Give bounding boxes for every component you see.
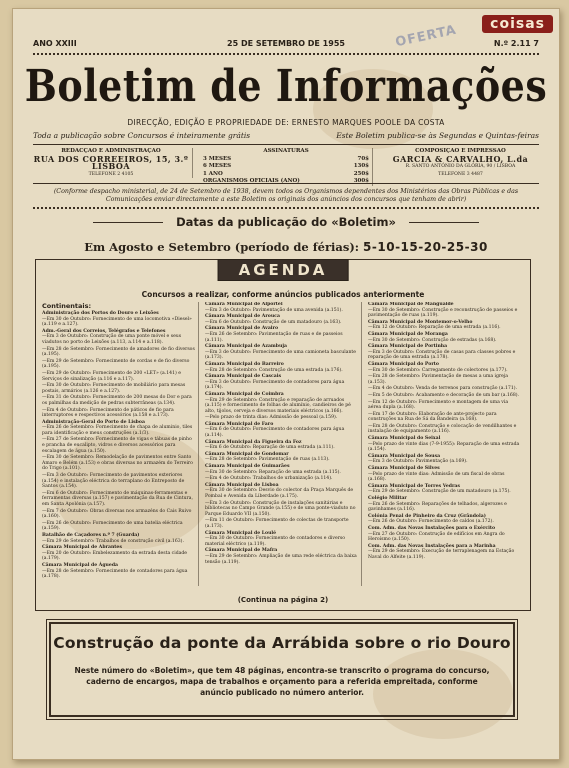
agenda-entry	[368, 496, 521, 513]
agenda-entry	[42, 509, 195, 520]
agenda-entry	[368, 400, 521, 411]
info-box	[33, 144, 539, 184]
entry-text: —Em 12 de Outubro: Reparação de uma estrada (a.116).	[368, 325, 501, 331]
agenda-entry	[205, 422, 358, 439]
entry-organisation: Câmara Municipal do Seixal	[368, 436, 441, 442]
agenda-entry	[42, 311, 195, 328]
agenda-entry	[368, 514, 521, 525]
arrabida-announcement	[49, 622, 515, 717]
entry-organisation: Câmara Municipal da Figueira da Foz	[205, 439, 302, 445]
agenda-entry	[368, 412, 521, 423]
entry-text: —Pelo prazo de trinta dias: Admissão de pessoal (a.159).	[205, 415, 338, 421]
rule	[409, 222, 479, 223]
entry-text: —Em 6 de Outubro: Fornecimento de contadores para água (a.114).	[205, 427, 345, 439]
entry-text: —Em 5 de Outubro: Acabamento e decoração de um bar (a.168).	[368, 392, 520, 398]
dotted-divider	[33, 53, 539, 56]
continued-note: (Continua na página 2)	[237, 596, 329, 604]
entry-organisation: Câmara Municipal de Azambuja	[205, 344, 287, 350]
agenda-entry	[42, 455, 195, 472]
agenda-entry	[205, 392, 358, 414]
entry-organisation: Câmara Municipal de Águeda	[42, 562, 119, 568]
entry-text: —Em 3 de Outubro: Construção de uma ponte móvel e seus viadutos no porto de Leixões (a.113, a.114 e a.118).	[42, 334, 182, 345]
entry-organisation: Câmara Municipal de Arouca	[205, 314, 280, 320]
entry-text: —Em 29 de Setembro: Fornecimento de cordas e de fio diverso (a.195).	[42, 358, 190, 370]
composicao-block: COMPOSIÇÃO E IMPRESSÃO GARCIA & CARVALHO, L.da R. SANTO ANTÓNIO DA GLÓRIA, 90 / LISBOA TELEFONE 3 4487	[392, 148, 529, 177]
agenda-entry	[368, 424, 521, 435]
subscription-row: ORGANISMOS OFICIAIS (ANO) 300$	[203, 178, 369, 184]
entry-text: —Em 7 de Outubro: Obras diversas nos armazéns do Cais Ruivo (a.160).	[42, 508, 192, 520]
ministerial-notice: (Conforme despacho ministerial, de 24 de Setembro de 1938, devem todos os Organismos dependentes dos Ministérios das Obras Públicas e das Comunicações enviar directamente a este Boletim os originais dos anúncios dos concursos que tenham de abrir)	[53, 188, 519, 203]
agenda-entry	[205, 374, 358, 391]
entry-organisation: Câmara Municipal de Silves	[368, 466, 440, 472]
entry-text: —Em 26 de Setembro: Reparações de telhados, algerozes e gavinhames (a.116).	[368, 501, 507, 513]
oferta-stamp: OFERTA	[394, 22, 459, 51]
entry-text: —Em 29 de Outubro: Fornecimento de 200 «LET» (a.141) e Serviços de sinalização (a.116 e a.117).	[42, 370, 181, 382]
entry-text: —Em 30 de Setembro: Carregamento de colectores (a.177).	[368, 367, 508, 373]
entry-text: —Em 29 de Setembro: Construção e reparação de arruados (a.115) e fornecimento de folhas de alumínio, candieiros de pé alto, tijolos, cerveja e diversos materiais eléctricos (a.166).	[205, 397, 351, 414]
entry-organisation: Câmara Municipal de Loulé	[205, 530, 277, 536]
entry-text: —Pelo prazo de vinte dias (7-9-1955): Reparação de uma estrada (a.154).	[368, 441, 520, 453]
entry-organisation: Câmara Municipal de Faro	[205, 421, 274, 427]
entry-text: —Em 4 de Outubro: Venda de terrenos para construção (a.171).	[368, 386, 518, 392]
entry-text: —Em 29 de Setembro: Construção de um matadouro (a.175).	[368, 489, 511, 495]
entry-text: —Em 26 de Outubro: Fornecimento de uma batelia eléctrica (a.159).	[42, 520, 183, 532]
agenda-entry	[42, 408, 195, 419]
agenda-entry	[42, 563, 195, 580]
agenda-subtitle: Concursos a realizar, conforme anúncios publicados anteriormente	[141, 290, 425, 299]
subscription-row: 1 ANO 250$	[203, 170, 369, 177]
agenda-entry	[368, 454, 521, 465]
agenda-entry	[205, 362, 358, 373]
entry-organisation: Câmara Municipal de Mangualde	[368, 302, 454, 307]
entry-text: —Em 3 de Outubro: Pavimentação de uma avenida (a.151).	[205, 307, 343, 313]
agenda-section	[35, 259, 531, 611]
entry-text: —Em 30 de Outubro: Fornecimento de contadores e diverso material eléctrico (a.119).	[205, 536, 346, 547]
entry-text: —Em 30 de Outubro: Fornecimento de uma locomotiva «Diesel» (a.119 e a.127).	[42, 316, 192, 328]
agenda-entry	[368, 393, 521, 399]
watermark-logo: coisas	[482, 15, 553, 33]
entry-text: —Em 12 de Outubro: Fornecimento e montagem de uma via aérea dupla (a.168).	[368, 399, 509, 411]
entry-text: —Em 30 de Setembro: Construção de estradas (a.168).	[368, 337, 497, 343]
entry-organisation: Câmara Municipal de Guimarães	[205, 464, 290, 470]
agenda-column-1	[42, 302, 199, 586]
agenda-entry	[368, 466, 521, 483]
dotted-divider	[33, 207, 539, 210]
agenda-entry	[205, 440, 358, 451]
agenda-entry	[42, 395, 195, 406]
agenda-entry	[368, 374, 521, 385]
agenda-column-2	[205, 302, 362, 586]
entry-text: —Em 4 de Outubro: Fornecimento de páticos de fio para interruptores e respectivos acessórios (a.158 e a.173).	[42, 407, 174, 419]
entry-organisation: Câmara Municipal de Abrantes	[42, 545, 122, 551]
entry-text: —Em 30 de Setembro: Reparação de uma estrada (a.115).	[205, 469, 341, 475]
entry-organisation: Colónia Penal de Pinheiro da Cruz (Grândola)	[368, 513, 486, 519]
entry-text: —Pelo prazo de vinte dias: Admissão de um fiscal de obras (a.168).	[368, 471, 505, 483]
agenda-entry	[205, 452, 358, 463]
column-heading: Continentais:	[42, 302, 92, 310]
entry-text: —Em 26 de Setembro: Fornecimento de chapa de aluminio, tiles para identificação e meus construções (a.1/3).	[42, 425, 193, 436]
entry-text: —Em 20 de Outubro: Embelezamento da estrada desta cidade (a.179).	[42, 550, 188, 562]
entry-organisation: Administração dos Portos do Douro e Leixões	[42, 311, 159, 316]
entry-text: —Em 3 de Outubro: Fornecimento de contadores para água (a.174).	[205, 379, 345, 391]
tagline-right: Este Boletim publica-se às Segundas e Quintas-feiras	[336, 131, 539, 140]
agenda-entry	[205, 483, 358, 500]
agenda-entry	[205, 501, 358, 518]
agenda-entry	[205, 415, 358, 421]
ferias-days: 5-10-15-20-25-30	[363, 240, 488, 254]
subscription-row: 6 MESES 130$	[203, 163, 369, 169]
entry-text: —Em 28 de Setembro: Pavimentação de mesas a uma igreja (a.153).	[368, 374, 509, 385]
agenda-entry	[368, 526, 521, 543]
entry-organisation: Câmara Municipal de Coimbra	[205, 391, 284, 397]
issue-date: 25 DE SETEMBRO DE 1955	[227, 39, 345, 48]
redaccao-block: REDACÇÃO E ADMINISTRAÇÃO RUA DOS CORREEIROS, 15, 3.º LISBOA TELEFONE 2 4105	[33, 148, 193, 178]
entry-organisation: Câmara Municipal de Sousa	[368, 453, 441, 459]
entry-text: —Em 29 de Setembro: Ampliação de uma rede eléctrica da baixa tensão (a.119).	[205, 553, 357, 565]
arrabida-text: Neste número do «Boletim», que tem 48 páginas, encontra-se transcrito o programa do concurso, caderno de encargos, mapa de trabalhos e orçamento para a referida empreitada, conforme anúncio publicado no número anterior.	[74, 666, 490, 697]
arrabida-title: Construção da ponte da Arrábida sobre o rio Douro	[53, 634, 511, 652]
ferias-line	[13, 240, 559, 254]
entry-text: —Em 11 de Outubro: Fornecimento de colectas de transporte (a.173).	[205, 518, 349, 529]
agenda-entry	[42, 521, 195, 532]
entry-text: —Em 30 de Setembro: Desvio do colector da Praça Marquês de Pombal e Avenida da Liberdade (a.175).	[205, 488, 354, 499]
direction-line: DIRECÇÃO, EDIÇÃO E PROPRIEDADE DE: ERNESTO MARQUES POOLE DA COSTA	[127, 118, 445, 127]
entry-text: —Em 4 de Outubro: Trabalhos de urbanização (a.114).	[205, 476, 333, 482]
agenda-entry	[205, 476, 358, 482]
entry-organisation: Com. Adm. das Novas Instalações para o Exército	[368, 525, 496, 531]
agenda-column-3	[368, 302, 524, 586]
assinaturas-block: ASSINATURAS 3 MESES 70$ 6 MESES 130$ 1 ANO 250$ ORGANISMOS OFICIAIS (ANO) 300$	[203, 148, 373, 186]
entry-text: —Em 26 de Setembro: Pavimentação de ruas e de passeios (a.111).	[205, 331, 343, 343]
entry-text: —Em 6 de Outubro: Construção de um matadouro (a.163).	[205, 319, 342, 325]
agenda-entry	[368, 332, 521, 343]
entry-text: —Em 31 de Outubro: Fornecimento de 200 mesas do Dor e para os palmilhas da medição de pedras subterrâneas (a.134).	[42, 395, 192, 406]
entry-text: —Em 3 de Outubro: Fornecimento de uma camioneta basculante (a.173).	[205, 349, 356, 361]
entry-text: —Em 28 de Setembro: Pavimentação de ruas (a.113).	[205, 457, 330, 463]
entry-text: —Em 28 de Outubro: Construção e colocação de vendilhantes e instalação de equipamento (a.116).	[368, 423, 517, 435]
entry-organisation: Câmara Municipal de Lisboa	[205, 482, 279, 488]
entry-organisation: Batalhão de Caçadores n.º 7 (Guarda)	[42, 532, 140, 538]
entry-text: —Em 27 de Outubro: Construção de edifícios em Angra do Heroísmo (a.150).	[368, 531, 505, 543]
entry-organisation: Câmara Municipal de Portinha	[368, 344, 448, 350]
entry-organisation: Colégio Militar	[368, 496, 407, 501]
agenda-entry	[205, 531, 358, 548]
tagline-left: Toda a publicação sobre Concursos é inteiramente grátis	[33, 131, 251, 140]
agenda-entry	[368, 344, 521, 361]
agenda-entry	[42, 473, 195, 490]
datas-heading: Datas da publicação do «Boletim»	[176, 215, 396, 229]
agenda-entry	[205, 326, 358, 343]
agenda-entry	[205, 314, 358, 325]
entry-text: —Em 27 de Setembro: Fornecimento de vigas e tábuas de pinho e prancha de eucalipto, vidros e diversos acessórios para escalagem de água (a.150).	[42, 437, 192, 454]
entry-text: —Em 6 de Outubro: Reparação de uma estrada (a.111).	[205, 445, 335, 451]
subscription-row: 3 MESES 70$	[203, 155, 369, 162]
entry-text: —Em 29 de Setembro: Execução de terraplenagem na Estação Naval do Alfeite (a.119).	[368, 549, 515, 560]
entry-organisation: Câmara Municipal de Moranga	[368, 331, 448, 337]
agenda-columns	[42, 302, 524, 586]
agenda-entry	[368, 436, 521, 453]
entry-text: —Em 30 de Outubro: Fornecimento de mobiliário para mesas postais, armários (a.126 e a.127).	[42, 383, 186, 394]
agenda-entry	[205, 344, 358, 361]
entry-organisation: Com. Adm. das Novas Instalações para a Marinha	[368, 543, 496, 549]
agenda-entry	[42, 545, 195, 562]
agenda-entry	[42, 491, 195, 508]
entry-text: —Em 17 de Outubro: Elaboração de ante-projecto para construções na Rua de Sá da Bandeira (a.168).	[368, 411, 497, 423]
entry-organisation: Adm.-Geral dos Correios, Telégrafos e Telefones	[42, 328, 166, 334]
masthead-title: Boletim de Informações	[24, 59, 548, 112]
entry-organisation: Câmara Municipal de Montemor-o-Velho	[368, 319, 473, 325]
issue-line	[33, 39, 539, 51]
agenda-entry	[42, 437, 195, 454]
entry-text: —Em 30 de Setembro: Remodelação de pavimentos entre Santo Amaro e Belém (a.153) e obras diversas no armazém do Terreiro do Trigo (a.101).	[42, 455, 193, 472]
agenda-entry	[42, 420, 195, 437]
entry-text: —Em 29 de Setembro: Trabalhos de construção civil (a.163).	[42, 538, 184, 544]
agenda-entry	[368, 386, 521, 392]
ferias-period: Em Agosto e Setembro (período de férias):	[84, 240, 360, 254]
agenda-entry	[368, 320, 521, 331]
agenda-entry	[42, 359, 195, 370]
agenda-entry	[205, 548, 358, 565]
entry-text: —Em 3 de Outubro: Fornecimento de pavimentos exteriores (a.154) e instalação eléctrica do terraplano do Entreposto de Santos (a.154).	[42, 473, 185, 490]
entry-text: —Em 6 de Outubro: Fornecimento de máquinas-ferramentas e ferramentas diversas (a.157) e pavimentação da Rua de Cintura, em Santa Apolónia (a.157).	[42, 490, 193, 507]
entry-organisation: Câmara Municipal do Porto	[368, 361, 439, 367]
agenda-entry	[42, 329, 195, 346]
agenda-entry	[42, 371, 195, 382]
entry-organisation: Câmara Municipal de Avairo	[205, 326, 279, 332]
entry-organisation: Câmara Municipal de Cascais	[205, 374, 282, 380]
entry-text: —Em 30 de Setembro: Construção e reconstrução de passeios e pavimentação de ruas (a.119).	[368, 307, 518, 319]
entry-text: —Em 3 de Outubro: Construção de casas para classes pobres e reparação de uma estrada (a.178).	[368, 349, 516, 361]
issue-number: N.º 2.11 7	[493, 39, 539, 48]
entry-text: —Em 28 de Setembro: Fornecimento de amadores de fio diversos (a.195).	[42, 346, 195, 358]
agenda-entry	[368, 302, 521, 319]
agenda-title: AGENDA	[218, 259, 349, 281]
agenda-entry	[205, 302, 358, 313]
entry-text: —Em 3 de Outubro: Construção de instalações sanitárias e bibliotecas no Campo Grande (a.155) e de uma ponte-viaduto no Parque Eduardo VII (a.150).	[205, 500, 356, 517]
agenda-entry	[205, 518, 358, 529]
entry-organisation: Administração-Geral do Porto de Lisboa	[42, 419, 145, 425]
agenda-entry	[42, 533, 195, 544]
entry-organisation: Câmara Municipal de Mafra	[205, 548, 278, 554]
entry-text: —Em 3 de Outubro: Pavimentação (a.169).	[368, 459, 468, 465]
agenda-entry	[368, 484, 521, 495]
entry-text: —Em 28 de Setembro: Fornecimento de contadores para água (a.178).	[42, 568, 188, 580]
agenda-entry	[42, 383, 195, 394]
entry-text: —Em 26 de Outubro: Fornecimento de caldos (a.172).	[368, 519, 494, 525]
agenda-entry	[368, 544, 521, 561]
agenda-entry	[205, 464, 358, 475]
entry-organisation: Câmara Municipal de Alportel	[205, 302, 283, 307]
issue-year: ANO XXIII	[33, 39, 77, 48]
entry-organisation: Câmara Municipal de Gondomar	[205, 451, 289, 457]
entry-organisation: Câmara Municipal do Barreiro	[205, 361, 284, 367]
agenda-entry	[42, 347, 195, 358]
entry-organisation: Câmara Municipal de Torres Vedras	[368, 483, 460, 489]
entry-text: —Em 28 de Setembro: Construção de uma estrada (a.176).	[205, 367, 343, 373]
newspaper-page	[12, 8, 560, 760]
agenda-entry	[368, 362, 521, 373]
